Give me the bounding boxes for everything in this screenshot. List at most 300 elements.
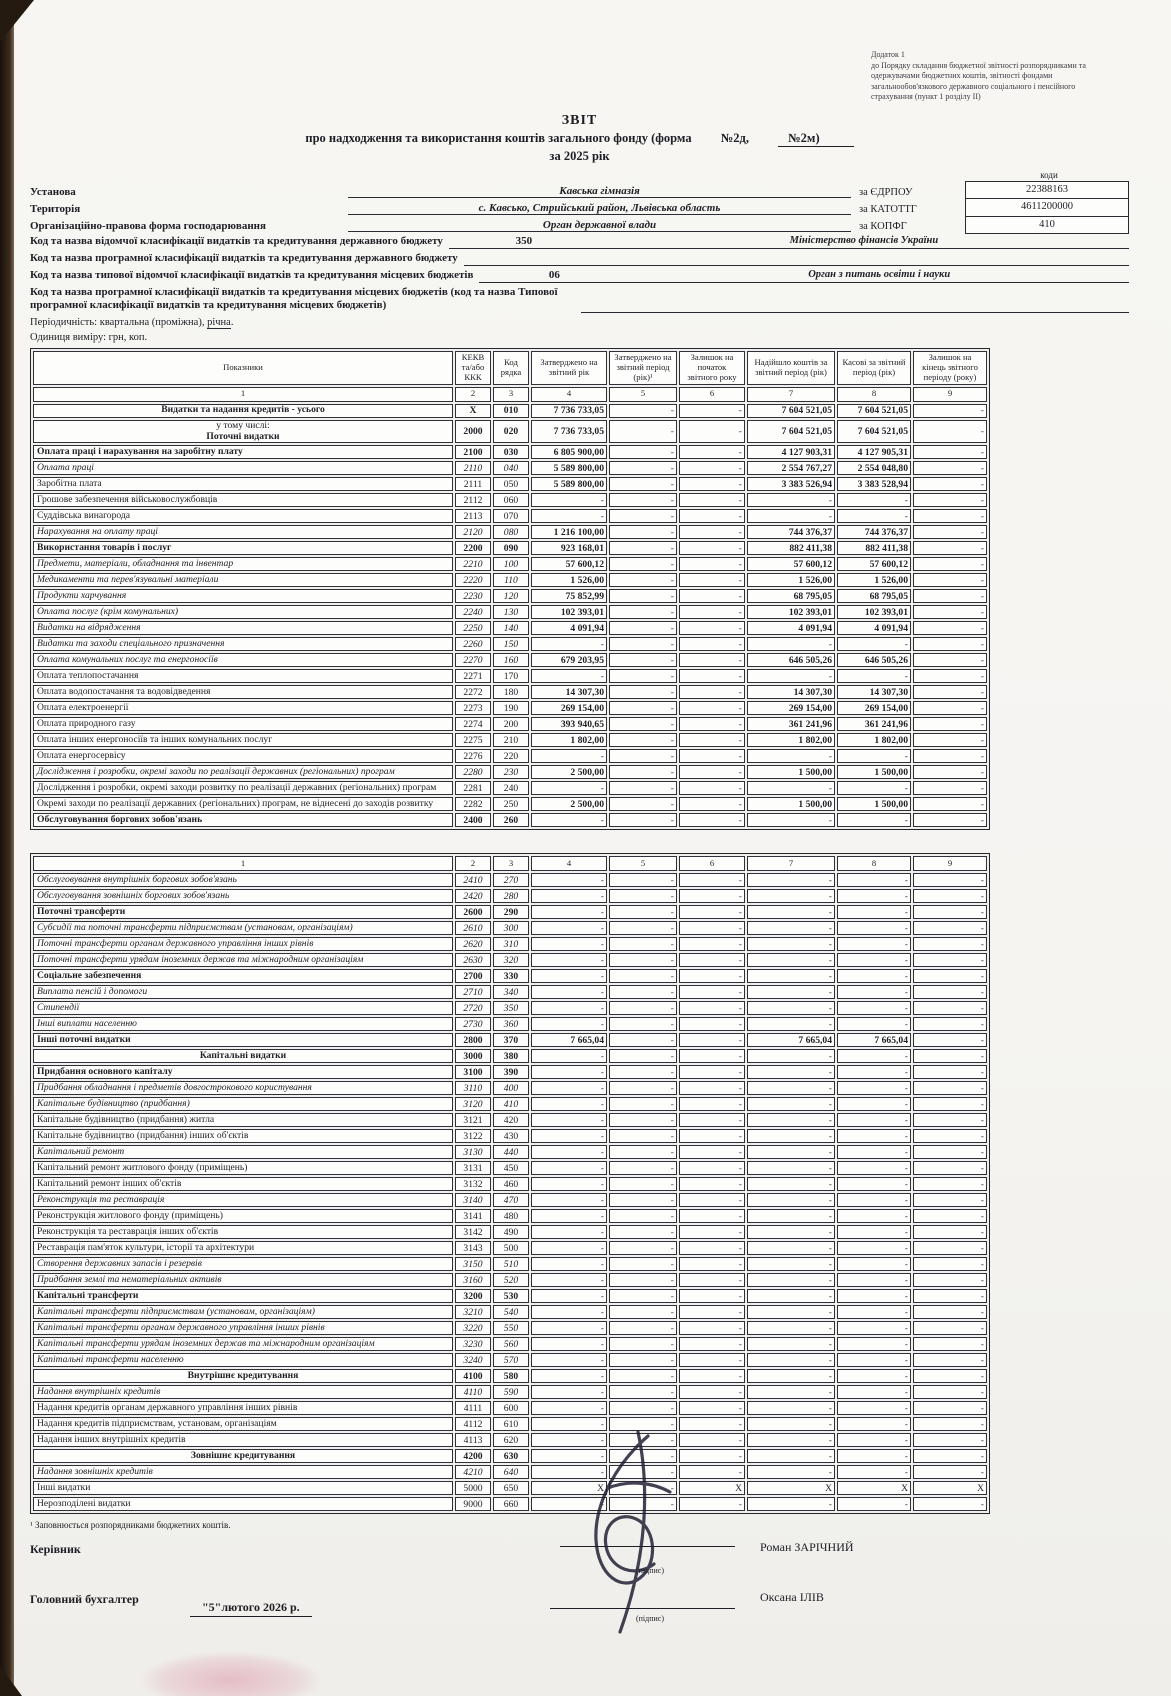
cell-value: - bbox=[609, 1497, 677, 1511]
row-code: 010 bbox=[493, 404, 529, 418]
col-number: 3 bbox=[493, 387, 529, 402]
row-code: 580 bbox=[493, 1369, 529, 1383]
cell-value: - bbox=[679, 985, 745, 999]
annex-line: до Порядку складання бюджетної звітності розпорядниками та bbox=[871, 60, 1086, 70]
kekv-code: 2282 bbox=[455, 797, 491, 811]
cell-value: - bbox=[531, 509, 607, 523]
row-indicator-label: Зовнішнє кредитування bbox=[33, 1449, 453, 1463]
row-code: 260 bbox=[493, 813, 529, 827]
codes-box bbox=[965, 181, 1129, 235]
cell-value: - bbox=[913, 1065, 987, 1079]
org-label: Організаційно-правова форма господарювання bbox=[30, 219, 266, 232]
cell-value: - bbox=[837, 1177, 911, 1191]
page-break-gap bbox=[30, 830, 1129, 848]
row-code: 310 bbox=[493, 937, 529, 951]
cell-value: - bbox=[679, 605, 745, 619]
cell-value: - bbox=[679, 1097, 745, 1111]
annex-line: загальнообов'язкового державного соціального і пенсійного bbox=[871, 81, 1076, 91]
kopfg-code: 410 bbox=[1039, 218, 1055, 230]
row-indicator-label: Оплата електроенергії bbox=[33, 701, 453, 715]
cell-value: 7 604 521,05 bbox=[747, 420, 835, 443]
row-code: 300 bbox=[493, 921, 529, 935]
table-row bbox=[33, 1161, 987, 1175]
report-date: "5"лютого 2026 р. bbox=[190, 1600, 312, 1617]
cell-value: - bbox=[679, 733, 745, 747]
table-row bbox=[33, 445, 987, 459]
cell-value: - bbox=[679, 1017, 745, 1031]
classification-label: Код та назва програмної класифікації видатків та кредитування місцевих бюджетів (код та назва Типової програмної класифікації видатків та кредитування місцевих бюджетів) bbox=[30, 285, 558, 312]
row-code: 140 bbox=[493, 621, 529, 635]
classification-code: 350 bbox=[515, 234, 533, 247]
row-code: 480 bbox=[493, 1209, 529, 1223]
cell-value: 7 665,04 bbox=[531, 1033, 607, 1047]
cell-value: 882 411,38 bbox=[747, 541, 835, 555]
cell-value: 5 589 800,00 bbox=[531, 461, 607, 475]
cell-value: - bbox=[913, 797, 987, 811]
table-row bbox=[33, 1145, 987, 1159]
cell-value: 75 852,99 bbox=[531, 589, 607, 603]
table-row bbox=[33, 873, 987, 887]
cell-value: - bbox=[837, 1305, 911, 1319]
cell-value: - bbox=[747, 509, 835, 523]
row-indicator-label: Суддівська винагорода bbox=[33, 509, 453, 523]
row-indicator-label: Обслуговування внутрішніх боргових зобов'язань bbox=[33, 873, 453, 887]
cell-value: - bbox=[679, 1321, 745, 1335]
cell-value: - bbox=[679, 937, 745, 951]
cell-value: - bbox=[913, 921, 987, 935]
cell-value: - bbox=[679, 1401, 745, 1415]
cell-value: - bbox=[609, 733, 677, 747]
table-row bbox=[33, 905, 987, 919]
cell-value: - bbox=[837, 1097, 911, 1111]
cell-value: 361 241,96 bbox=[837, 717, 911, 731]
table-row bbox=[33, 937, 987, 951]
classification-value bbox=[449, 235, 1129, 249]
table-row bbox=[33, 1241, 987, 1255]
cell-value: - bbox=[531, 1241, 607, 1255]
cell-value: - bbox=[531, 1209, 607, 1223]
cell-value: 7 604 521,05 bbox=[747, 404, 835, 418]
row-indicator-label: Оплата природного газу bbox=[33, 717, 453, 731]
cell-value: - bbox=[837, 1321, 911, 1335]
cell-value: 744 376,37 bbox=[747, 525, 835, 539]
cell-value: - bbox=[913, 701, 987, 715]
org-info-block bbox=[30, 181, 1129, 232]
table-row bbox=[33, 1449, 987, 1463]
row-indicator-label: Видатки на відрядження bbox=[33, 621, 453, 635]
signature-line-kerivnyk bbox=[560, 1546, 735, 1547]
cell-value: - bbox=[913, 1241, 987, 1255]
cell-value: - bbox=[679, 404, 745, 418]
cell-value: - bbox=[747, 1001, 835, 1015]
cell-value: - bbox=[609, 1289, 677, 1303]
cell-value: - bbox=[531, 813, 607, 827]
cell-value: - bbox=[913, 937, 987, 951]
cell-value: - bbox=[531, 1337, 607, 1351]
cell-value: - bbox=[609, 889, 677, 903]
row-indicator-label: Інші видатки bbox=[33, 1481, 453, 1495]
cell-value: - bbox=[609, 1161, 677, 1175]
cell-value: - bbox=[609, 637, 677, 651]
cell-value: - bbox=[837, 969, 911, 983]
kekv-code: 3230 bbox=[455, 1337, 491, 1351]
cell-value: - bbox=[913, 765, 987, 779]
cell-value: - bbox=[609, 685, 677, 699]
row-code: 340 bbox=[493, 985, 529, 999]
report-title-block bbox=[30, 113, 1129, 164]
row-indicator-label: Реконструкція та реставрація bbox=[33, 1193, 453, 1207]
cell-value: - bbox=[609, 420, 677, 443]
cell-value: - bbox=[609, 1353, 677, 1367]
col-header-row-code: Код рядка bbox=[493, 351, 529, 385]
cell-value: - bbox=[609, 1449, 677, 1463]
col-header-approved-year: Затверджено на звітний рік bbox=[531, 351, 607, 385]
cell-value: 1 526,00 bbox=[837, 573, 911, 587]
row-indicator-label: Заробітна плата bbox=[33, 477, 453, 491]
cell-value: - bbox=[609, 1001, 677, 1015]
col-number: 1 bbox=[33, 387, 453, 402]
kekv-code: 3200 bbox=[455, 1289, 491, 1303]
report-table-part1 bbox=[30, 348, 990, 830]
cell-value: - bbox=[609, 701, 677, 715]
col-number: 2 bbox=[455, 856, 491, 871]
cell-value: 269 154,00 bbox=[747, 701, 835, 715]
cell-value: - bbox=[531, 937, 607, 951]
row-code: 330 bbox=[493, 969, 529, 983]
col-number: 9 bbox=[913, 387, 987, 402]
report-title: ЗВІТ bbox=[561, 112, 598, 128]
cell-value: - bbox=[609, 1433, 677, 1447]
kekv-code: 3100 bbox=[455, 1065, 491, 1079]
kekv-code: 2274 bbox=[455, 717, 491, 731]
kekv-code: 4113 bbox=[455, 1433, 491, 1447]
cell-value: - bbox=[609, 1193, 677, 1207]
row-code: 620 bbox=[493, 1433, 529, 1447]
row-code: 540 bbox=[493, 1305, 529, 1319]
cell-value: 57 600,12 bbox=[747, 557, 835, 571]
kekv-code: 2275 bbox=[455, 733, 491, 747]
cell-value: - bbox=[913, 1417, 987, 1431]
row-code: 410 bbox=[493, 1097, 529, 1111]
row-indicator-label: Окремі заходи по реалізації державних (регіональних) програм, не віднесені до заходів розвитку bbox=[33, 797, 453, 811]
cell-value: - bbox=[837, 1497, 911, 1511]
cell-value: - bbox=[609, 605, 677, 619]
cell-value: 744 376,37 bbox=[837, 525, 911, 539]
cell-value: 1 802,00 bbox=[747, 733, 835, 747]
cell-value: - bbox=[837, 1401, 911, 1415]
row-indicator-label: Оплата теплопостачання bbox=[33, 669, 453, 683]
table-row bbox=[33, 461, 987, 475]
kekv-code: 2100 bbox=[455, 445, 491, 459]
kekv-code: 2220 bbox=[455, 573, 491, 587]
cell-value: - bbox=[609, 1049, 677, 1063]
annex-line: одержувачами бюджетних коштів, звітності фондами bbox=[871, 71, 1053, 81]
row-indicator-label: Реконструкція та реставрація інших об'єктів bbox=[33, 1225, 453, 1239]
kekv-code: 2113 bbox=[455, 509, 491, 523]
table-row bbox=[33, 573, 987, 587]
cell-value: - bbox=[837, 509, 911, 523]
cell-value: - bbox=[531, 1433, 607, 1447]
cell-value: - bbox=[747, 953, 835, 967]
cell-value: - bbox=[679, 1113, 745, 1127]
cell-value: - bbox=[837, 1449, 911, 1463]
cell-value: - bbox=[747, 873, 835, 887]
row-code: 590 bbox=[493, 1385, 529, 1399]
row-indicator-label: Реконструкція житлового фонду (приміщень) bbox=[33, 1209, 453, 1223]
classification-row bbox=[30, 286, 1129, 314]
row-indicator-label: Продукти харчування bbox=[33, 589, 453, 603]
cell-value: 4 127 905,31 bbox=[837, 445, 911, 459]
kekv-code: 2720 bbox=[455, 1001, 491, 1015]
cell-value: 7 736 733,05 bbox=[531, 404, 607, 418]
table-row bbox=[33, 685, 987, 699]
cell-value: - bbox=[531, 1257, 607, 1271]
cell-value: - bbox=[609, 985, 677, 999]
cell-value: - bbox=[609, 621, 677, 635]
row-code: 450 bbox=[493, 1161, 529, 1175]
cell-value: - bbox=[679, 669, 745, 683]
cell-value: - bbox=[913, 685, 987, 699]
col-header-indicators: Показники bbox=[33, 351, 453, 385]
kekv-code: 2276 bbox=[455, 749, 491, 763]
cell-value: - bbox=[837, 921, 911, 935]
cell-value: - bbox=[531, 1273, 607, 1287]
annex-note bbox=[871, 50, 1129, 103]
cell-value: - bbox=[913, 985, 987, 999]
cell-value: - bbox=[609, 953, 677, 967]
cell-value: - bbox=[913, 1209, 987, 1223]
row-indicator-label: Стипендії bbox=[33, 1001, 453, 1015]
table-row bbox=[33, 589, 987, 603]
cell-value: - bbox=[837, 1145, 911, 1159]
cell-value: - bbox=[609, 541, 677, 555]
cell-value: - bbox=[679, 797, 745, 811]
scan-left-edge bbox=[0, 0, 14, 1696]
cell-value: - bbox=[913, 509, 987, 523]
cell-value: - bbox=[913, 953, 987, 967]
cell-value: 1 802,00 bbox=[837, 733, 911, 747]
cell-value: - bbox=[609, 1305, 677, 1319]
org-label: Територія bbox=[30, 202, 81, 215]
cell-value: - bbox=[531, 493, 607, 507]
classification-row bbox=[30, 235, 1129, 249]
cell-value: 68 795,05 bbox=[837, 589, 911, 603]
table-row bbox=[33, 717, 987, 731]
cell-value: - bbox=[913, 1145, 987, 1159]
kekv-code: 2110 bbox=[455, 461, 491, 475]
cell-value: 646 505,26 bbox=[747, 653, 835, 667]
kekv-code: 2700 bbox=[455, 969, 491, 983]
row-indicator-label: Субсидії та поточні трансферти підприємствам (установам, організаціям) bbox=[33, 921, 453, 935]
cell-value: - bbox=[679, 1241, 745, 1255]
cell-value: - bbox=[747, 1257, 835, 1271]
cell-value: - bbox=[747, 1433, 835, 1447]
cell-value: - bbox=[747, 1161, 835, 1175]
cell-value: - bbox=[913, 1257, 987, 1271]
cell-value: 3 383 526,94 bbox=[747, 477, 835, 491]
cell-value: - bbox=[609, 1113, 677, 1127]
table-row bbox=[33, 921, 987, 935]
table-row bbox=[33, 1033, 987, 1047]
table-row bbox=[33, 1289, 987, 1303]
cell-value: - bbox=[837, 937, 911, 951]
row-code: 090 bbox=[493, 541, 529, 555]
kekv-code: 2410 bbox=[455, 873, 491, 887]
cell-value: - bbox=[913, 669, 987, 683]
cell-value: - bbox=[531, 1129, 607, 1143]
cell-value: - bbox=[747, 1369, 835, 1383]
cell-value: - bbox=[837, 905, 911, 919]
row-code: 210 bbox=[493, 733, 529, 747]
cell-value: - bbox=[679, 637, 745, 651]
cell-value: - bbox=[747, 1049, 835, 1063]
table-row bbox=[33, 509, 987, 523]
cell-value: - bbox=[609, 461, 677, 475]
cell-value: - bbox=[913, 461, 987, 475]
cell-value: - bbox=[679, 557, 745, 571]
cell-value: - bbox=[679, 889, 745, 903]
cell-value: - bbox=[609, 1273, 677, 1287]
cell-value: 4 091,94 bbox=[531, 621, 607, 635]
cell-value: - bbox=[679, 1177, 745, 1191]
table-row bbox=[33, 1097, 987, 1111]
cell-value: - bbox=[531, 1321, 607, 1335]
table-row bbox=[33, 1129, 987, 1143]
row-indicator-label: Соціальне забезпечення bbox=[33, 969, 453, 983]
cell-value: - bbox=[913, 493, 987, 507]
cell-value: 1 526,00 bbox=[747, 573, 835, 587]
classification-value bbox=[464, 252, 1129, 266]
cell-value: - bbox=[747, 637, 835, 651]
cell-value: - bbox=[609, 557, 677, 571]
cell-value: - bbox=[531, 781, 607, 795]
cell-value: - bbox=[679, 685, 745, 699]
cell-value: - bbox=[913, 653, 987, 667]
cell-value: - bbox=[609, 1417, 677, 1431]
cell-value: - bbox=[679, 621, 745, 635]
cell-value: 1 500,00 bbox=[837, 797, 911, 811]
row-code: 180 bbox=[493, 685, 529, 699]
cell-value: 7 665,04 bbox=[747, 1033, 835, 1047]
row-code: 470 bbox=[493, 1193, 529, 1207]
cell-value: - bbox=[747, 1081, 835, 1095]
cell-value: - bbox=[747, 1353, 835, 1367]
row-indicator-label: Надання зовнішніх кредитів bbox=[33, 1465, 453, 1479]
row-code: 110 bbox=[493, 573, 529, 587]
cell-value: - bbox=[679, 781, 745, 795]
cell-value: - bbox=[837, 493, 911, 507]
col-header-approved-period: Затверджено на звітний період (рік)¹ bbox=[609, 351, 677, 385]
cell-value: 1 500,00 bbox=[837, 765, 911, 779]
row-indicator-label: Капітальні трансферти підприємствам (установам, організаціям) bbox=[33, 1305, 453, 1319]
row-indicator-label: Оплата комунальних послуг та енергоносіїв bbox=[33, 653, 453, 667]
cell-value: - bbox=[609, 1241, 677, 1255]
report-table-part2 bbox=[30, 853, 990, 1514]
classification-name bbox=[614, 252, 1129, 265]
cell-value: - bbox=[837, 813, 911, 827]
row-code: 660 bbox=[493, 1497, 529, 1511]
row-code: 050 bbox=[493, 477, 529, 491]
cell-value: - bbox=[609, 1177, 677, 1191]
cell-value: - bbox=[747, 1193, 835, 1207]
cell-value: - bbox=[913, 889, 987, 903]
classification-value bbox=[581, 299, 1129, 313]
katottg-label: за КАТОТТГ bbox=[859, 203, 917, 215]
row-code: 150 bbox=[493, 637, 529, 651]
cell-value: - bbox=[531, 1193, 607, 1207]
row-indicator-label: Придбання обладнання і предметів довгострокового користування bbox=[33, 1081, 453, 1095]
kekv-code: 3150 bbox=[455, 1257, 491, 1271]
cell-value: - bbox=[609, 493, 677, 507]
cell-value: - bbox=[913, 621, 987, 635]
row-indicator-label: Капітальний ремонт bbox=[33, 1145, 453, 1159]
buhgalter-name: Оксана ІЛІВ bbox=[760, 1590, 824, 1605]
row-indicator-label: Виплата пенсій і допомоги bbox=[33, 985, 453, 999]
org-name-value: Кавська гімназія bbox=[348, 185, 851, 198]
row-indicator-label: Оплата послуг (крім комунальних) bbox=[33, 605, 453, 619]
kekv-code: 4111 bbox=[455, 1401, 491, 1415]
cell-value: - bbox=[913, 717, 987, 731]
cell-value: 3 383 528,94 bbox=[837, 477, 911, 491]
kekv-code: 2000 bbox=[455, 420, 491, 443]
cell-value: - bbox=[609, 1145, 677, 1159]
cell-value: - bbox=[913, 733, 987, 747]
row-indicator-label: Поточні трансферти органам державного управління інших рівнів bbox=[33, 937, 453, 951]
table-row bbox=[33, 493, 987, 507]
row-code: 430 bbox=[493, 1129, 529, 1143]
cell-value: - bbox=[747, 905, 835, 919]
cell-value: 14 307,30 bbox=[747, 685, 835, 699]
cell-value: 269 154,00 bbox=[837, 701, 911, 715]
kekv-code: 9000 bbox=[455, 1497, 491, 1511]
kekv-code: 3110 bbox=[455, 1081, 491, 1095]
cell-value: - bbox=[531, 1417, 607, 1431]
table-row bbox=[33, 1321, 987, 1335]
cell-value: - bbox=[913, 1049, 987, 1063]
table-row bbox=[33, 1337, 987, 1351]
row-code: 350 bbox=[493, 1001, 529, 1015]
unit-line: Одиниця виміру: грн, коп. bbox=[30, 332, 148, 344]
column-number-row bbox=[33, 856, 987, 871]
cell-value: 1 216 100,00 bbox=[531, 525, 607, 539]
cell-value: - bbox=[747, 749, 835, 763]
cell-value: - bbox=[609, 1369, 677, 1383]
cell-value: - bbox=[837, 953, 911, 967]
cell-value: - bbox=[913, 1321, 987, 1335]
row-code: 160 bbox=[493, 653, 529, 667]
legal-form-value: Орган державної влади bbox=[348, 219, 851, 232]
cell-value: - bbox=[531, 1353, 607, 1367]
row-code: 280 bbox=[493, 889, 529, 903]
cell-value: - bbox=[913, 477, 987, 491]
cell-value: 5 589 800,00 bbox=[531, 477, 607, 491]
row-indicator-label: Оплата енергосервісу bbox=[33, 749, 453, 763]
report-subtitle bbox=[30, 131, 1129, 146]
cell-value: - bbox=[679, 573, 745, 587]
cell-value: - bbox=[679, 1129, 745, 1143]
row-code: 370 bbox=[493, 1033, 529, 1047]
scan-corner-bottom-left bbox=[0, 1666, 22, 1696]
kekv-code: 3121 bbox=[455, 1113, 491, 1127]
periodicity-line bbox=[30, 317, 1129, 328]
col-number: 7 bbox=[747, 856, 835, 871]
row-indicator-label: Капітальний ремонт інших об'єктів bbox=[33, 1177, 453, 1191]
kekv-code: 2620 bbox=[455, 937, 491, 951]
cell-value: - bbox=[679, 1081, 745, 1095]
table-row bbox=[33, 1193, 987, 1207]
col-number: 1 bbox=[33, 856, 453, 871]
cell-value: - bbox=[913, 525, 987, 539]
